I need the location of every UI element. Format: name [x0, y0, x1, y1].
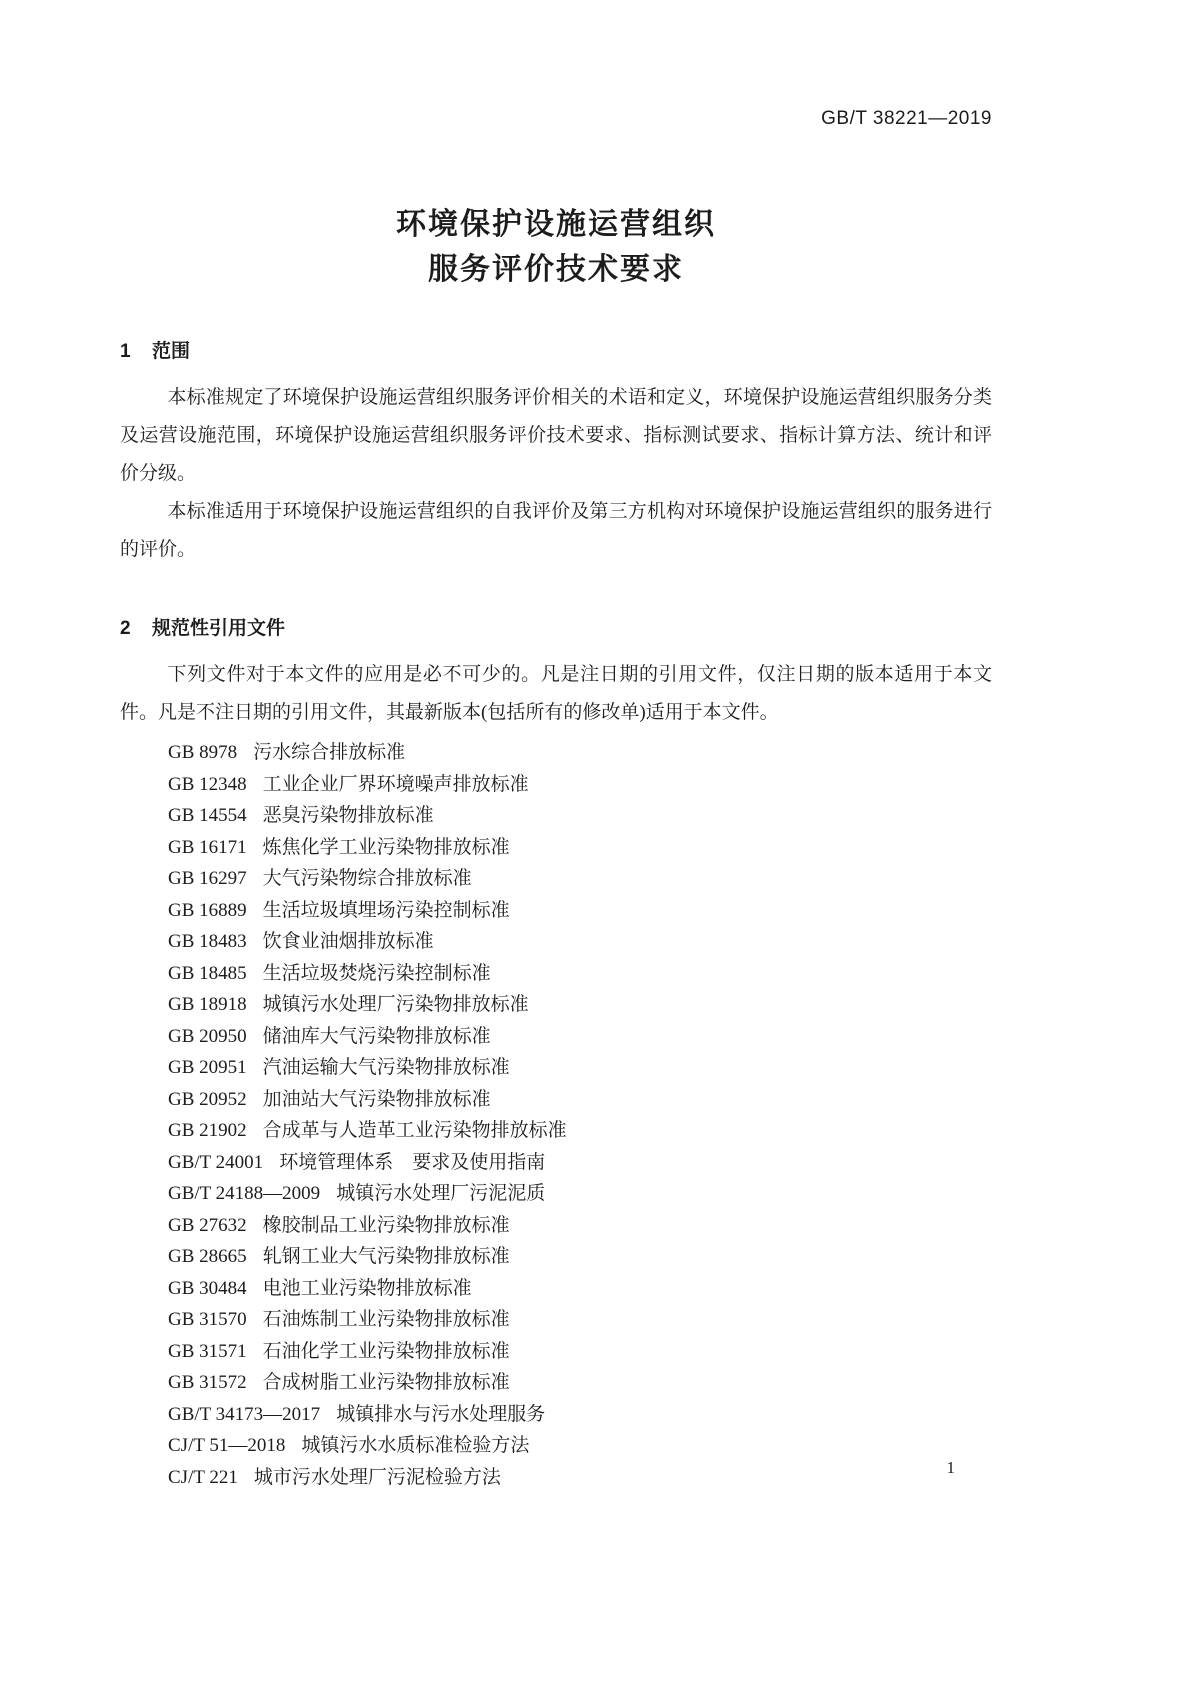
- reference-item: [168, 1304, 992, 1336]
- reference-code: GB 21902: [168, 1120, 247, 1141]
- reference-code: GB 31570: [168, 1309, 247, 1330]
- reference-title: 电池工业污染物排放标准: [262, 1277, 472, 1299]
- reference-code: CJ/T 51—2018: [168, 1435, 286, 1456]
- section-1-heading: [120, 336, 992, 363]
- reference-item: [168, 1430, 992, 1462]
- reference-code: GB 16889: [168, 899, 247, 921]
- reference-item: [168, 769, 992, 801]
- reference-item: [168, 1367, 992, 1399]
- references-intro-paragraph: 下列文件对于本文件的应用是必不可少的。凡是注日期的引用文件，仅注日期的版本适用于本文件。凡是不注日期的引用文件，其最新版本(包括所有的修改单)适用于本文件。: [120, 664, 992, 723]
- reference-item: [168, 1210, 992, 1242]
- reference-title: 城镇排水与污水处理服务: [336, 1403, 546, 1425]
- document-title-line1: 环境保护设施运营组织: [396, 208, 716, 241]
- reference-item: [168, 800, 992, 832]
- reference-item: [168, 1336, 992, 1368]
- scope-paragraph-1: 本标准规定了环境保护设施运营组织服务评价相关的术语和定义，环境保护设施运营组织服务分类及运营设施范围，环境保护设施运营组织服务评价技术要求、指标测试要求、指标计算方法、统计和评价分级。: [120, 387, 992, 484]
- reference-code: GB 16171: [168, 836, 247, 858]
- reference-code: GB 12348: [168, 773, 247, 795]
- reference-title: 污水综合排放标准: [253, 742, 406, 763]
- reference-item: [168, 1178, 992, 1210]
- section-1-label: 范围: [152, 341, 191, 362]
- reference-code: GB 16297: [168, 868, 247, 889]
- reference-item: [168, 1052, 992, 1084]
- reference-item: [168, 1462, 992, 1494]
- reference-title: 城镇污水处理厂污染物排放标准: [262, 994, 529, 1015]
- reference-item: [168, 832, 992, 864]
- reference-item: [168, 1115, 992, 1147]
- reference-title: 工业企业厂界环境噪声排放标准: [262, 773, 529, 795]
- reference-title: 轧钢工业大气污染物排放标准: [262, 1246, 510, 1267]
- scope-paragraph-2: 本标准适用于环境保护设施运营组织的自我评价及第三方机构对环境保护设施运营组织的服务进行的评价。: [120, 501, 992, 560]
- reference-code: GB 31572: [168, 1372, 247, 1393]
- reference-title: 石油化学工业污染物排放标准: [262, 1340, 510, 1362]
- page-content: [120, 0, 992, 1493]
- reference-code: GB 18483: [168, 931, 247, 952]
- reference-list: [120, 737, 992, 1493]
- reference-code: GB/T 24188—2009: [168, 1183, 321, 1204]
- reference-title: 恶臭污染物排放标准: [262, 805, 434, 826]
- reference-item: [168, 737, 992, 769]
- section-2-label: 规范性引用文件: [152, 618, 286, 639]
- reference-item: [168, 958, 992, 990]
- section-1-number: 1: [120, 341, 131, 362]
- reference-code: GB 28665: [168, 1246, 247, 1267]
- reference-item: [168, 1147, 992, 1179]
- reference-code: GB 20951: [168, 1057, 247, 1078]
- reference-item: [168, 989, 992, 1021]
- reference-title: 城市污水处理厂污泥检验方法: [253, 1466, 501, 1488]
- page-number: 1: [946, 1458, 955, 1477]
- reference-code: GB 14554: [168, 805, 247, 826]
- reference-title: 汽油运输大气污染物排放标准: [262, 1057, 510, 1078]
- reference-title: 储油库大气污染物排放标准: [262, 1025, 491, 1047]
- reference-title: 生活垃圾填埋场污染控制标准: [262, 899, 510, 921]
- reference-item: [168, 1021, 992, 1053]
- reference-item: [168, 926, 992, 958]
- reference-code: GB/T 24001: [168, 1151, 264, 1173]
- reference-code: GB 18918: [168, 994, 247, 1015]
- reference-item: [168, 895, 992, 927]
- doc-number: GB/T 38221—2019: [821, 108, 992, 129]
- reference-item: [168, 863, 992, 895]
- reference-code: GB 31571: [168, 1340, 247, 1362]
- reference-code: GB 20952: [168, 1088, 247, 1110]
- reference-code: GB 30484: [168, 1277, 247, 1299]
- document-title: [120, 202, 992, 292]
- reference-item: [168, 1273, 992, 1305]
- reference-code: GB/T 34173—2017: [168, 1403, 321, 1425]
- reference-item: [168, 1399, 992, 1431]
- reference-code: GB 8978: [168, 742, 238, 763]
- reference-title: 橡胶制品工业污染物排放标准: [262, 1214, 510, 1236]
- section-2-number: 2: [120, 618, 131, 639]
- reference-code: GB 18485: [168, 962, 247, 984]
- reference-title: 石油炼制工业污染物排放标准: [262, 1309, 510, 1330]
- reference-title: 炼焦化学工业污染物排放标准: [262, 836, 510, 858]
- document-title-line2: 服务评价技术要求: [428, 253, 684, 286]
- section-2-heading: [120, 613, 992, 640]
- reference-title: 加油站大气污染物排放标准: [262, 1088, 491, 1110]
- reference-title: 大气污染物综合排放标准: [262, 868, 472, 889]
- reference-title: 城镇污水处理厂污泥泥质: [336, 1183, 546, 1204]
- reference-item: [168, 1084, 992, 1116]
- reference-title: 合成树脂工业污染物排放标准: [262, 1372, 510, 1393]
- reference-code: CJ/T 221: [168, 1466, 238, 1488]
- reference-title: 城镇污水水质标准检验方法: [301, 1435, 530, 1456]
- reference-title: 饮食业油烟排放标准: [262, 931, 434, 952]
- reference-title: 生活垃圾焚烧污染控制标准: [262, 962, 491, 984]
- reference-item: [168, 1241, 992, 1273]
- reference-title: 合成革与人造革工业污染物排放标准: [262, 1120, 567, 1141]
- reference-code: GB 27632: [168, 1214, 247, 1236]
- reference-title: 环境管理体系 要求及使用指南: [279, 1151, 546, 1173]
- reference-code: GB 20950: [168, 1025, 247, 1047]
